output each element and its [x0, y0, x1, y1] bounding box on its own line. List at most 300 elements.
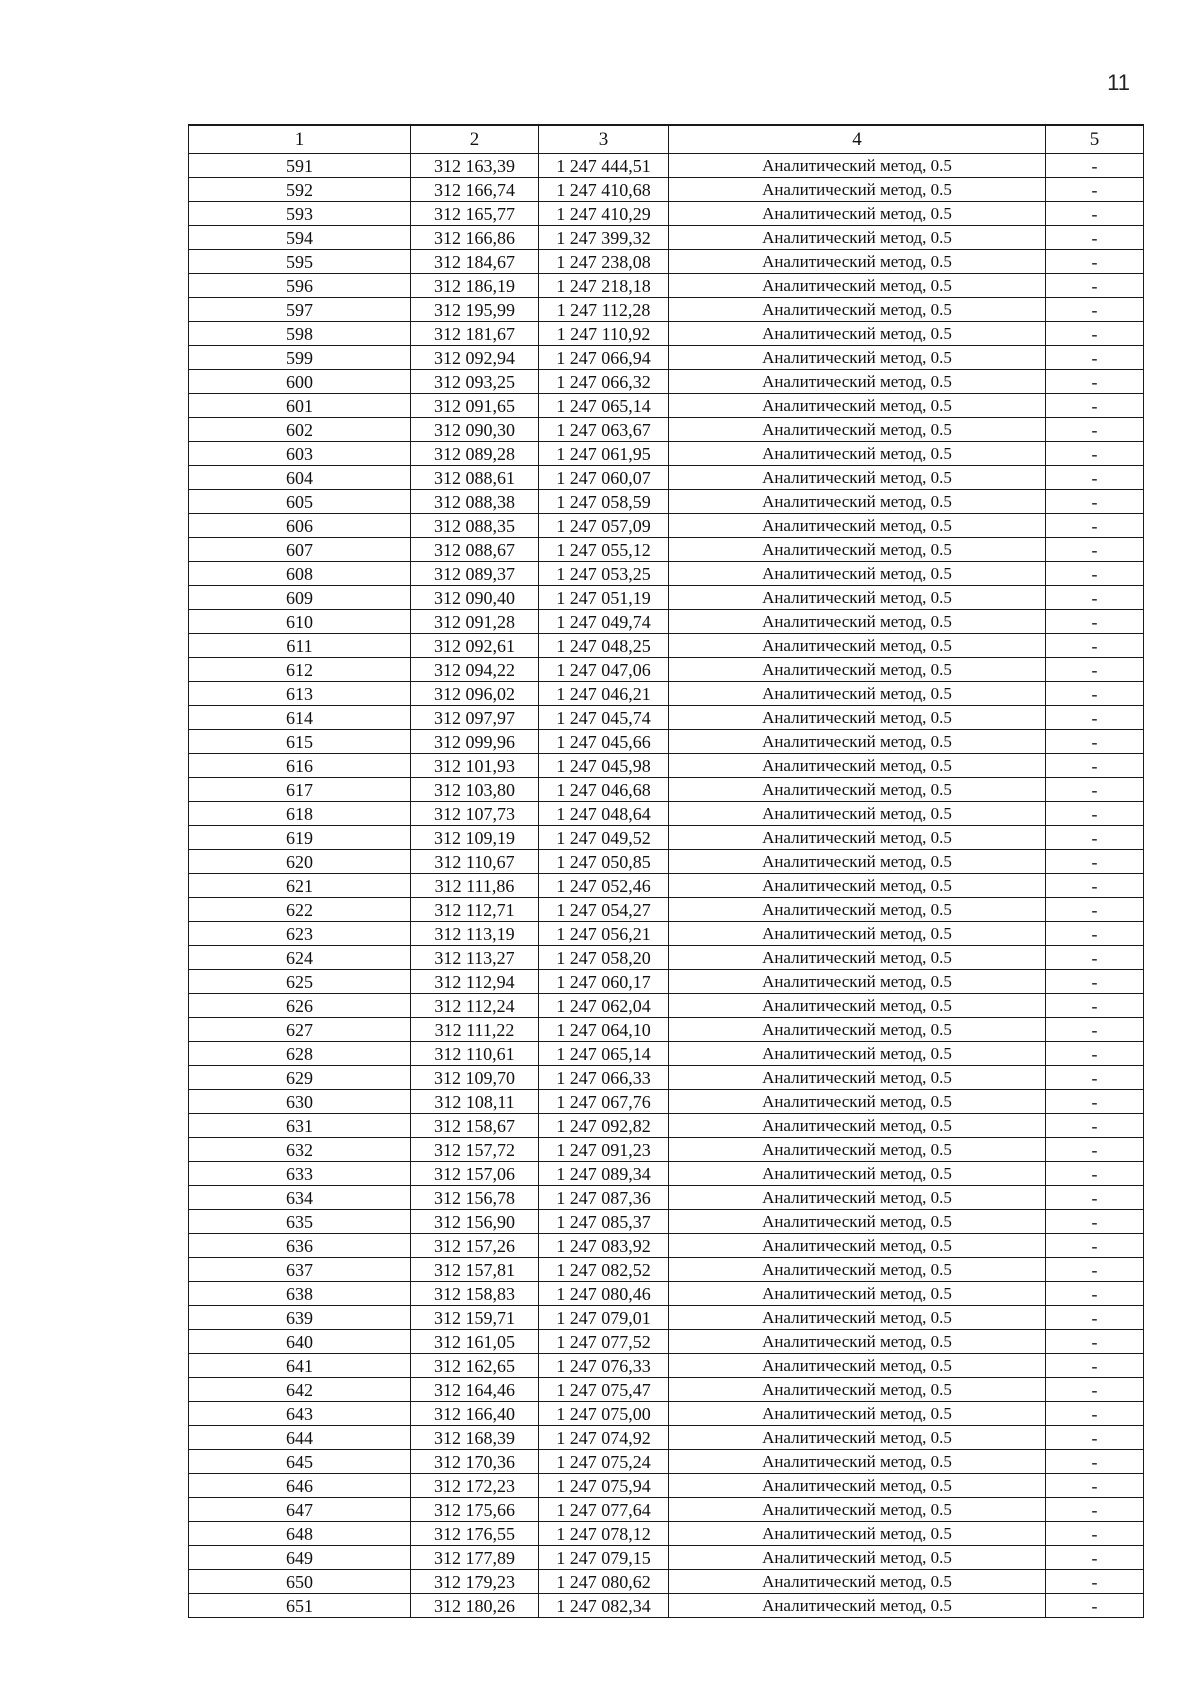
note-cell: -: [1046, 298, 1144, 322]
coord-y-cell: 1 247 060,07: [539, 466, 669, 490]
coord-y-cell: 1 247 062,04: [539, 994, 669, 1018]
point-number-cell: 644: [189, 1426, 411, 1450]
coord-y-cell: 1 247 045,66: [539, 730, 669, 754]
coord-x-cell: 312 166,40: [411, 1402, 539, 1426]
method-cell: Аналитический метод, 0.5: [669, 1330, 1046, 1354]
coord-x-cell: 312 163,39: [411, 154, 539, 178]
point-number-cell: 624: [189, 946, 411, 970]
point-number-cell: 640: [189, 1330, 411, 1354]
coordinates-table: [188, 124, 1144, 1618]
header-col-3: 3: [539, 125, 669, 154]
coord-y-cell: 1 247 077,64: [539, 1498, 669, 1522]
note-cell: -: [1046, 1234, 1144, 1258]
note-cell: -: [1046, 1426, 1144, 1450]
coord-y-cell: 1 247 053,25: [539, 562, 669, 586]
point-number-cell: 593: [189, 202, 411, 226]
coord-x-cell: 312 180,26: [411, 1594, 539, 1618]
method-cell: Аналитический метод, 0.5: [669, 394, 1046, 418]
method-cell: Аналитический метод, 0.5: [669, 1450, 1046, 1474]
coord-x-cell: 312 175,66: [411, 1498, 539, 1522]
header-row: [189, 125, 1144, 154]
note-cell: -: [1046, 1066, 1144, 1090]
coord-y-cell: 1 247 074,92: [539, 1426, 669, 1450]
table-row: [189, 202, 1144, 226]
coord-x-cell: 312 176,55: [411, 1522, 539, 1546]
point-number-cell: 615: [189, 730, 411, 754]
point-number-cell: 606: [189, 514, 411, 538]
table-row: [189, 1354, 1144, 1378]
coord-y-cell: 1 247 051,19: [539, 586, 669, 610]
table-row: [189, 370, 1144, 394]
table-row: [189, 1090, 1144, 1114]
note-cell: -: [1046, 850, 1144, 874]
coord-x-cell: 312 161,05: [411, 1330, 539, 1354]
point-number-cell: 633: [189, 1162, 411, 1186]
coord-x-cell: 312 179,23: [411, 1570, 539, 1594]
table-row: [189, 226, 1144, 250]
note-cell: -: [1046, 346, 1144, 370]
method-cell: Аналитический метод, 0.5: [669, 1090, 1046, 1114]
table-header: [189, 125, 1144, 154]
coord-y-cell: 1 247 048,64: [539, 802, 669, 826]
table-row: [189, 946, 1144, 970]
coord-x-cell: 312 181,67: [411, 322, 539, 346]
coord-x-cell: 312 091,28: [411, 610, 539, 634]
coord-x-cell: 312 157,26: [411, 1234, 539, 1258]
note-cell: -: [1046, 1450, 1144, 1474]
point-number-cell: 622: [189, 898, 411, 922]
point-number-cell: 630: [189, 1090, 411, 1114]
coord-x-cell: 312 156,90: [411, 1210, 539, 1234]
note-cell: -: [1046, 466, 1144, 490]
coord-x-cell: 312 109,70: [411, 1066, 539, 1090]
table-row: [189, 1234, 1144, 1258]
point-number-cell: 620: [189, 850, 411, 874]
table-row: [189, 730, 1144, 754]
coord-x-cell: 312 092,61: [411, 634, 539, 658]
note-cell: -: [1046, 178, 1144, 202]
coord-y-cell: 1 247 092,82: [539, 1114, 669, 1138]
coord-y-cell: 1 247 075,47: [539, 1378, 669, 1402]
method-cell: Аналитический метод, 0.5: [669, 802, 1046, 826]
coord-x-cell: 312 177,89: [411, 1546, 539, 1570]
note-cell: -: [1046, 658, 1144, 682]
table-row: [189, 178, 1144, 202]
coord-y-cell: 1 247 076,33: [539, 1354, 669, 1378]
coord-x-cell: 312 158,83: [411, 1282, 539, 1306]
coord-x-cell: 312 096,02: [411, 682, 539, 706]
note-cell: -: [1046, 898, 1144, 922]
coord-x-cell: 312 111,22: [411, 1018, 539, 1042]
method-cell: Аналитический метод, 0.5: [669, 418, 1046, 442]
note-cell: -: [1046, 538, 1144, 562]
note-cell: -: [1046, 1570, 1144, 1594]
note-cell: -: [1046, 1210, 1144, 1234]
coord-x-cell: 312 162,65: [411, 1354, 539, 1378]
point-number-cell: 650: [189, 1570, 411, 1594]
header-col-4: 4: [669, 125, 1046, 154]
note-cell: -: [1046, 1546, 1144, 1570]
coord-x-cell: 312 166,86: [411, 226, 539, 250]
method-cell: Аналитический метод, 0.5: [669, 1378, 1046, 1402]
coord-x-cell: 312 113,27: [411, 946, 539, 970]
point-number-cell: 638: [189, 1282, 411, 1306]
method-cell: Аналитический метод, 0.5: [669, 346, 1046, 370]
table-body: [189, 154, 1144, 1618]
table-row: [189, 1186, 1144, 1210]
coord-y-cell: 1 247 075,00: [539, 1402, 669, 1426]
table-row: [189, 1210, 1144, 1234]
table-row: [189, 562, 1144, 586]
method-cell: Аналитический метод, 0.5: [669, 610, 1046, 634]
point-number-cell: 646: [189, 1474, 411, 1498]
method-cell: Аналитический метод, 0.5: [669, 1402, 1046, 1426]
method-cell: Аналитический метод, 0.5: [669, 274, 1046, 298]
coord-y-cell: 1 247 080,46: [539, 1282, 669, 1306]
method-cell: Аналитический метод, 0.5: [669, 322, 1046, 346]
method-cell: Аналитический метод, 0.5: [669, 706, 1046, 730]
point-number-cell: 625: [189, 970, 411, 994]
point-number-cell: 635: [189, 1210, 411, 1234]
coord-x-cell: 312 088,38: [411, 490, 539, 514]
note-cell: -: [1046, 778, 1144, 802]
method-cell: Аналитический метод, 0.5: [669, 1186, 1046, 1210]
note-cell: -: [1046, 1258, 1144, 1282]
method-cell: Аналитический метод, 0.5: [669, 634, 1046, 658]
method-cell: Аналитический метод, 0.5: [669, 1306, 1046, 1330]
note-cell: -: [1046, 730, 1144, 754]
table-row: [189, 490, 1144, 514]
table-row: [189, 826, 1144, 850]
method-cell: Аналитический метод, 0.5: [669, 442, 1046, 466]
coord-x-cell: 312 090,30: [411, 418, 539, 442]
table-row: [189, 1474, 1144, 1498]
coord-y-cell: 1 247 047,06: [539, 658, 669, 682]
note-cell: -: [1046, 634, 1144, 658]
table-row: [189, 658, 1144, 682]
coord-y-cell: 1 247 110,92: [539, 322, 669, 346]
note-cell: -: [1046, 970, 1144, 994]
table-row: [189, 1594, 1144, 1618]
method-cell: Аналитический метод, 0.5: [669, 1498, 1046, 1522]
point-number-cell: 614: [189, 706, 411, 730]
point-number-cell: 631: [189, 1114, 411, 1138]
point-number-cell: 599: [189, 346, 411, 370]
method-cell: Аналитический метод, 0.5: [669, 1042, 1046, 1066]
point-number-cell: 596: [189, 274, 411, 298]
point-number-cell: 604: [189, 466, 411, 490]
coord-y-cell: 1 247 444,51: [539, 154, 669, 178]
coord-y-cell: 1 247 410,29: [539, 202, 669, 226]
note-cell: -: [1046, 922, 1144, 946]
coord-y-cell: 1 247 085,37: [539, 1210, 669, 1234]
table-row: [189, 682, 1144, 706]
method-cell: Аналитический метод, 0.5: [669, 754, 1046, 778]
coord-x-cell: 312 103,80: [411, 778, 539, 802]
method-cell: Аналитический метод, 0.5: [669, 994, 1046, 1018]
method-cell: Аналитический метод, 0.5: [669, 1138, 1046, 1162]
note-cell: -: [1046, 706, 1144, 730]
table-row: [189, 1570, 1144, 1594]
table-row: [189, 1498, 1144, 1522]
method-cell: Аналитический метод, 0.5: [669, 1282, 1046, 1306]
coord-y-cell: 1 247 050,85: [539, 850, 669, 874]
point-number-cell: 651: [189, 1594, 411, 1618]
table-row: [189, 154, 1144, 178]
coord-x-cell: 312 170,36: [411, 1450, 539, 1474]
coord-y-cell: 1 247 045,98: [539, 754, 669, 778]
point-number-cell: 610: [189, 610, 411, 634]
method-cell: Аналитический метод, 0.5: [669, 1258, 1046, 1282]
coord-y-cell: 1 247 046,21: [539, 682, 669, 706]
point-number-cell: 641: [189, 1354, 411, 1378]
point-number-cell: 597: [189, 298, 411, 322]
coord-x-cell: 312 156,78: [411, 1186, 539, 1210]
method-cell: Аналитический метод, 0.5: [669, 850, 1046, 874]
header-col-2: 2: [411, 125, 539, 154]
point-number-cell: 618: [189, 802, 411, 826]
note-cell: -: [1046, 946, 1144, 970]
table-row: [189, 994, 1144, 1018]
point-number-cell: 647: [189, 1498, 411, 1522]
table-row: [189, 466, 1144, 490]
coord-y-cell: 1 247 083,92: [539, 1234, 669, 1258]
table-row: [189, 394, 1144, 418]
note-cell: -: [1046, 394, 1144, 418]
point-number-cell: 617: [189, 778, 411, 802]
coord-x-cell: 312 158,67: [411, 1114, 539, 1138]
point-number-cell: 623: [189, 922, 411, 946]
note-cell: -: [1046, 562, 1144, 586]
table-row: [189, 1282, 1144, 1306]
coord-x-cell: 312 101,93: [411, 754, 539, 778]
coord-x-cell: 312 112,94: [411, 970, 539, 994]
coord-y-cell: 1 247 057,09: [539, 514, 669, 538]
point-number-cell: 643: [189, 1402, 411, 1426]
point-number-cell: 621: [189, 874, 411, 898]
method-cell: Аналитический метод, 0.5: [669, 466, 1046, 490]
table-row: [189, 850, 1144, 874]
point-number-cell: 645: [189, 1450, 411, 1474]
coord-y-cell: 1 247 399,32: [539, 226, 669, 250]
method-cell: Аналитический метод, 0.5: [669, 658, 1046, 682]
method-cell: Аналитический метод, 0.5: [669, 250, 1046, 274]
table-row: [189, 1522, 1144, 1546]
method-cell: Аналитический метод, 0.5: [669, 1426, 1046, 1450]
coord-x-cell: 312 088,35: [411, 514, 539, 538]
coord-y-cell: 1 247 049,52: [539, 826, 669, 850]
note-cell: -: [1046, 1282, 1144, 1306]
coord-y-cell: 1 247 052,46: [539, 874, 669, 898]
coord-y-cell: 1 247 082,52: [539, 1258, 669, 1282]
method-cell: Аналитический метод, 0.5: [669, 226, 1046, 250]
coord-y-cell: 1 247 075,24: [539, 1450, 669, 1474]
coord-y-cell: 1 247 075,94: [539, 1474, 669, 1498]
table-row: [189, 274, 1144, 298]
coord-x-cell: 312 108,11: [411, 1090, 539, 1114]
method-cell: Аналитический метод, 0.5: [669, 1594, 1046, 1618]
method-cell: Аналитический метод, 0.5: [669, 1234, 1046, 1258]
method-cell: Аналитический метод, 0.5: [669, 538, 1046, 562]
note-cell: -: [1046, 610, 1144, 634]
coord-y-cell: 1 247 082,34: [539, 1594, 669, 1618]
note-cell: -: [1046, 682, 1144, 706]
coord-x-cell: 312 088,67: [411, 538, 539, 562]
coord-y-cell: 1 247 061,95: [539, 442, 669, 466]
point-number-cell: 613: [189, 682, 411, 706]
point-number-cell: 594: [189, 226, 411, 250]
coord-y-cell: 1 247 079,15: [539, 1546, 669, 1570]
coord-y-cell: 1 247 058,59: [539, 490, 669, 514]
table-row: [189, 538, 1144, 562]
coord-x-cell: 312 091,65: [411, 394, 539, 418]
coord-y-cell: 1 247 048,25: [539, 634, 669, 658]
method-cell: Аналитический метод, 0.5: [669, 826, 1046, 850]
table-row: [189, 802, 1144, 826]
method-cell: Аналитический метод, 0.5: [669, 1570, 1046, 1594]
table-row: [189, 778, 1144, 802]
table-row: [189, 442, 1144, 466]
table-row: [189, 922, 1144, 946]
point-number-cell: 634: [189, 1186, 411, 1210]
method-cell: Аналитический метод, 0.5: [669, 970, 1046, 994]
method-cell: Аналитический метод, 0.5: [669, 202, 1046, 226]
coord-y-cell: 1 247 077,52: [539, 1330, 669, 1354]
coord-y-cell: 1 247 091,23: [539, 1138, 669, 1162]
coord-y-cell: 1 247 066,32: [539, 370, 669, 394]
note-cell: -: [1046, 442, 1144, 466]
note-cell: -: [1046, 154, 1144, 178]
page-number: 11: [1107, 70, 1130, 95]
point-number-cell: 602: [189, 418, 411, 442]
method-cell: Аналитический метод, 0.5: [669, 586, 1046, 610]
method-cell: Аналитический метод, 0.5: [669, 154, 1046, 178]
method-cell: Аналитический метод, 0.5: [669, 874, 1046, 898]
coord-x-cell: 312 165,77: [411, 202, 539, 226]
note-cell: -: [1046, 1354, 1144, 1378]
method-cell: Аналитический метод, 0.5: [669, 1474, 1046, 1498]
coord-y-cell: 1 247 060,17: [539, 970, 669, 994]
table-row: [189, 1162, 1144, 1186]
note-cell: -: [1046, 874, 1144, 898]
note-cell: -: [1046, 226, 1144, 250]
table-row: [189, 250, 1144, 274]
note-cell: -: [1046, 322, 1144, 346]
point-number-cell: 591: [189, 154, 411, 178]
note-cell: -: [1046, 826, 1144, 850]
method-cell: Аналитический метод, 0.5: [669, 562, 1046, 586]
coord-x-cell: 312 110,61: [411, 1042, 539, 1066]
note-cell: -: [1046, 418, 1144, 442]
coord-x-cell: 312 089,28: [411, 442, 539, 466]
coord-y-cell: 1 247 067,76: [539, 1090, 669, 1114]
method-cell: Аналитический метод, 0.5: [669, 1018, 1046, 1042]
coord-x-cell: 312 097,97: [411, 706, 539, 730]
note-cell: -: [1046, 1498, 1144, 1522]
method-cell: Аналитический метод, 0.5: [669, 1546, 1046, 1570]
method-cell: Аналитический метод, 0.5: [669, 178, 1046, 202]
note-cell: -: [1046, 1522, 1144, 1546]
table-row: [189, 754, 1144, 778]
coord-x-cell: 312 099,96: [411, 730, 539, 754]
note-cell: -: [1046, 1186, 1144, 1210]
coord-x-cell: 312 113,19: [411, 922, 539, 946]
table-row: [189, 706, 1144, 730]
point-number-cell: 601: [189, 394, 411, 418]
coord-x-cell: 312 088,61: [411, 466, 539, 490]
note-cell: -: [1046, 1474, 1144, 1498]
point-number-cell: 629: [189, 1066, 411, 1090]
point-number-cell: 595: [189, 250, 411, 274]
coord-x-cell: 312 109,19: [411, 826, 539, 850]
point-number-cell: 636: [189, 1234, 411, 1258]
coord-y-cell: 1 247 087,36: [539, 1186, 669, 1210]
table-row: [189, 1450, 1144, 1474]
coord-x-cell: 312 157,81: [411, 1258, 539, 1282]
note-cell: -: [1046, 1138, 1144, 1162]
method-cell: Аналитический метод, 0.5: [669, 1522, 1046, 1546]
note-cell: -: [1046, 1330, 1144, 1354]
coord-x-cell: 312 089,37: [411, 562, 539, 586]
table-row: [189, 1546, 1144, 1570]
table-row: [189, 1306, 1144, 1330]
note-cell: -: [1046, 1378, 1144, 1402]
coord-y-cell: 1 247 049,74: [539, 610, 669, 634]
table-row: [189, 874, 1144, 898]
coord-y-cell: 1 247 055,12: [539, 538, 669, 562]
table-row: [189, 1114, 1144, 1138]
table-row: [189, 1066, 1144, 1090]
table-row: [189, 898, 1144, 922]
coord-y-cell: 1 247 089,34: [539, 1162, 669, 1186]
table-row: [189, 514, 1144, 538]
coord-y-cell: 1 247 046,68: [539, 778, 669, 802]
point-number-cell: 637: [189, 1258, 411, 1282]
method-cell: Аналитический метод, 0.5: [669, 370, 1046, 394]
note-cell: -: [1046, 586, 1144, 610]
note-cell: -: [1046, 802, 1144, 826]
table-row: [189, 970, 1144, 994]
coord-x-cell: 312 092,94: [411, 346, 539, 370]
note-cell: -: [1046, 1042, 1144, 1066]
point-number-cell: 639: [189, 1306, 411, 1330]
coord-x-cell: 312 164,46: [411, 1378, 539, 1402]
method-cell: Аналитический метод, 0.5: [669, 898, 1046, 922]
coord-x-cell: 312 112,24: [411, 994, 539, 1018]
coord-y-cell: 1 247 238,08: [539, 250, 669, 274]
table-row: [189, 322, 1144, 346]
point-number-cell: 603: [189, 442, 411, 466]
note-cell: -: [1046, 514, 1144, 538]
coord-x-cell: 312 107,73: [411, 802, 539, 826]
table-row: [189, 346, 1144, 370]
point-number-cell: 642: [189, 1378, 411, 1402]
point-number-cell: 608: [189, 562, 411, 586]
table-row: [189, 418, 1144, 442]
note-cell: -: [1046, 1594, 1144, 1618]
method-cell: Аналитический метод, 0.5: [669, 490, 1046, 514]
table-row: [189, 298, 1144, 322]
method-cell: Аналитический метод, 0.5: [669, 1210, 1046, 1234]
point-number-cell: 598: [189, 322, 411, 346]
note-cell: -: [1046, 1162, 1144, 1186]
point-number-cell: 600: [189, 370, 411, 394]
table-row: [189, 610, 1144, 634]
table-row: [189, 1378, 1144, 1402]
method-cell: Аналитический метод, 0.5: [669, 1354, 1046, 1378]
table-row: [189, 1426, 1144, 1450]
coord-y-cell: 1 247 045,74: [539, 706, 669, 730]
